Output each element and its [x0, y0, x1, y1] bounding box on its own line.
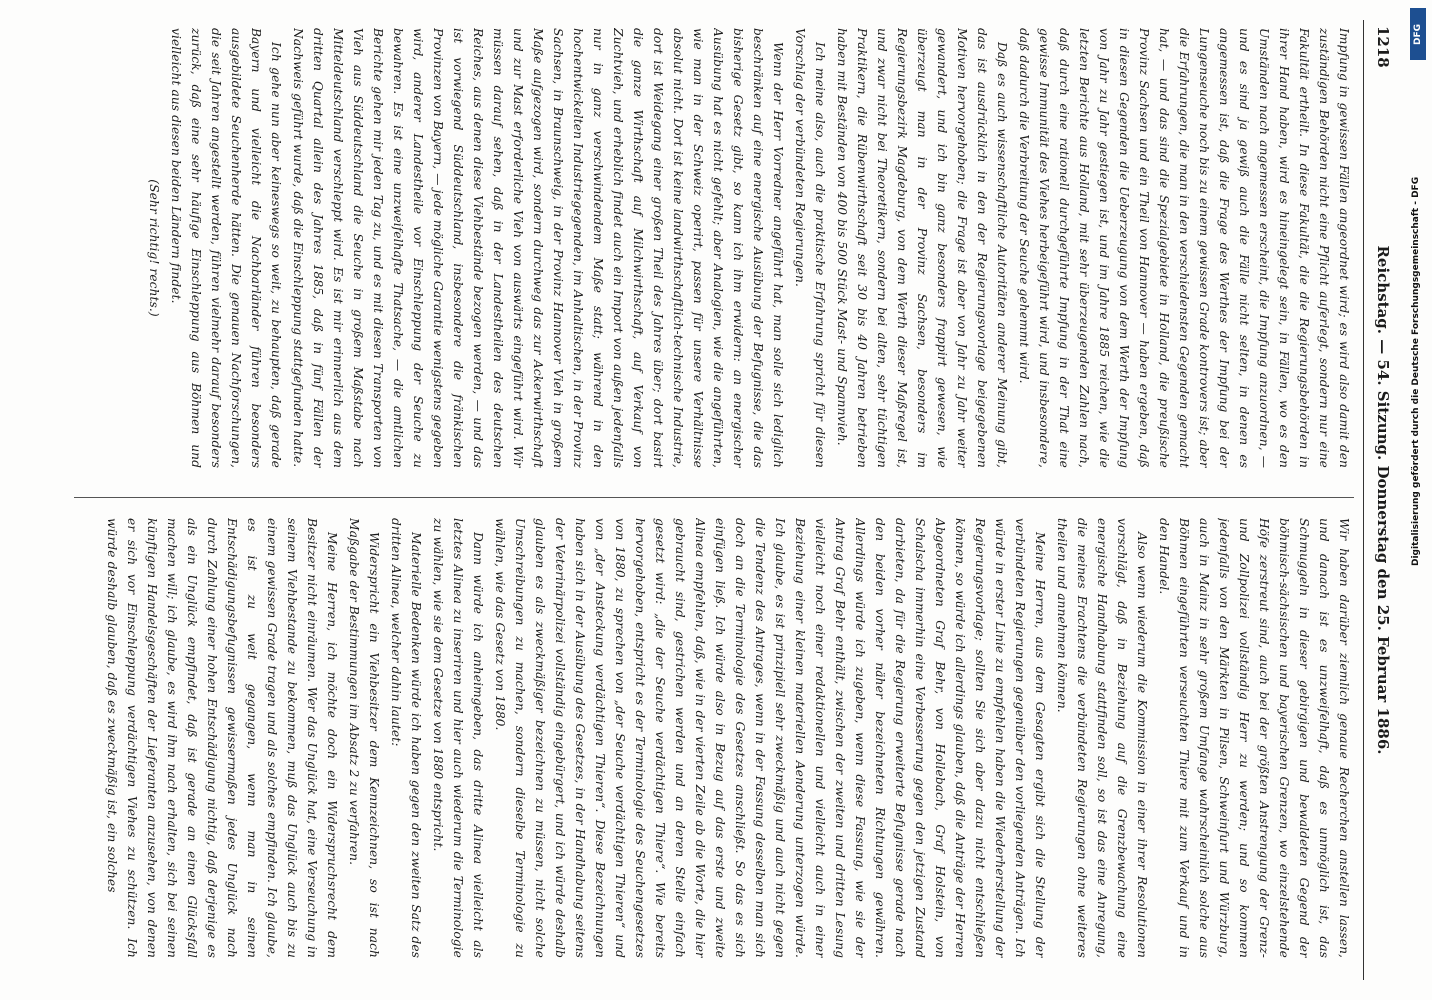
paragraph: Wenn der Herr Vorredner angeführt hat, man solle sich lediglich beschränken auf eine energische Ausübung der Befugnisse, die das bisherige Gesetz gibt, so kann ich ihm erwidern: an energischer Ausübung hat es nicht gefehlt; aber Analogien, wie die angeführten, wie man in der Schweiz operirt, passen für unsere Verhältnisse absolut nicht. Dort ist keine landwirthschaftlich-technische Industrie, dort ist Weidegang einer großen Theil des Jahres über; dort basirt die ganze Wirthschaft auf Milchwirthschaft, auf Verkauf von Zuchtvieh, und erheblich findet auch ein Import von außen jedenfalls nur in ganz verschwindendem Maße statt; während in den hochentwickelten Industriegegenden, im Anhaltischen, in der Provinz Sachsen, in Braunschweig, in der Provinz Hannover Vieh in großem Maße aufgezogen wird, sondern durchweg das zur Ackerwirthschaft und zur Mast erforderliche Vieh von auswärts eingeführt wird. Wir müssen darauf sehen, daß in der Landestheilen des deutschen Reiches, aus denen diese Viehbestände bezogen werden, — und das ist vorwiegend Süddeutschland, insbesondere die fränkischen Provinzen von Bayern, — jede mögliche Garantie wenigstens gegeben wird, anderer Landestheile vor Einschleppung der Seuche zu bewahren. Es ist eine unzweifelhafte Thatsache, — die amtlichen Berichte gehen mir jeden Tag zu, und es mit diesen Transporten von Vieh aus Süddeutschland die Seuche in großem Maßstabe nach Mitteldeutschland verschleppt wird. Es ist mir erinnerlich aus dem dritten Quartal allein des Jahres 1885, daß in fünf Fällen der Nachweis geführt wurde, daß die Einschleppung stattgefunden hatte.: [291, 28, 785, 468]
right-column: [64, 518, 1354, 958]
paragraph: Wir haben darüber ziemlich genaue Recherchen anstellen lassen, und danach ist es unzweifelhaft, daß es unmöglich ist, das Schmuggeln in dieser gebirgigen und bewaldeten Gegend der böhmisch-sächsischen und bayerischen Grenzen, wo einzelstehende Höfe zerstreut sind, auch bei der größten Anstrengung der Grenz- und Zollpolizei vollständig Herr zu werden; und so kommen jedenfalls von den Märkten in Pilsen, Schweinfurt und Würzburg, auch in Mainz in sehr großem Umfange wahrscheinlich solche aus Böhmen eingeführten verseuchten Thiere mit zum Verkauf und in den Handel.: [1157, 518, 1351, 958]
rotated-page-content: [40, 20, 1400, 980]
paragraph: Materielle Bedenken würde ich haben gegen den zweiten Satz des dritten Alinea, welcher dahin lautet:: [389, 518, 423, 958]
paragraph: Meine Herren, ich möchte doch ein Widerspruchsrecht dem Besitzer nicht einräumen. Wer das Unglück hat, eine Verseuchung in seinem Viehbestande zu bekommen, muß das Unglück auch bis zu einem gewissen Grade tragen und als solches empfinden. Ich glaube, es ist zu weit gegangen, wenn man in seinen Entschädigungsbefugnissen gewissermaßen jedes Unglück nach durch Zahlung einer hohen Entschädigung nichtig, daß derjenige es als ein Unglück empfindet, daß ist gerade an einen Glücksfall machen will; ich glaube, es wird ihm nach erhalten, sich bei seinen künftigen Handelsgeschäften der Lieferanten anzusehen, von denen er sich vor Einschleppung verdächtigen Viehes zu schützen. Ich würde deshalb glauben, daß es zweckmäßig ist, ein solches: [105, 518, 339, 958]
interjection: (Sehr richtig! rechts.): [147, 179, 161, 317]
dfg-logo: DFG: [1410, 8, 1426, 60]
page-title: Reichstag. — 54. Sitzung. Donnerstag den 25. Februar 1886.: [1374, 245, 1392, 755]
running-header: [1366, 20, 1400, 980]
dfg-funding-stamp: [1408, 8, 1428, 568]
paragraph: Daß es auch wissenschaftliche Autoritäten anderer Meinung gibt, das ist ausdrücklich in den der Regierungsvorlage beigegebenen Motiven hervorgehoben; die Frage ist aber von Jahr zu Jahr weiter gewandert, und ich bin ganz besonders frappirt gewesen, wie überzeugt man in der Provinz Sachsen, besonders im Regierungsbezirk Magdeburg, von dem Werth dieser Maßregel ist, und zwar nicht bei Theoretikern, sondern bei alten, sehr tüchtigen Praktikern, die Rübenwirthschaft seit 30 bis 40 Jahren betrieben haben mit Beständen von 400 bis 500 Stück Mast- und Spannvieh.: [835, 28, 1009, 468]
paragraph: Dann würde ich anheimgeben, das dritte Alinea vielleicht als letztes Alinea zu inseriren und hier auch wiederum die Terminologie zu wählen, wie sie dem Gesetze von 1880 entspricht.: [431, 518, 485, 958]
dfg-funding-note: Digitalisierung gefördert durch die Deutsche Forschungsgemeinschaft - DFG: [1411, 176, 1421, 566]
paragraph: Ich meine also, auch die praktische Erfahrung spricht für diesen Vorschlag der verbündeten Regierungen.: [793, 28, 827, 468]
paragraph: Meine Herren, aus dem Gesagten ergibt sich die Stellung der verbündeten Regierungen gegenüber den vorliegenden Anträgen. Ich würde in erster Linie zu empfehlen haben die Wiederherstellung der Regierungsvorlage; sollten Sie sich aber dazu nicht entschließen können, so würde ich allerdings glauben, daß die Anträge der Herren Abgeordneten Graf Behr, von Hollebach, Graf Holstein, von Schalscha immerhin eine Verbesserung gegen den jetzigen Zustand darbieten, da für die Regierung erweiterte Befugnisse gerade nach den beiden vorher näher bezeichneten Richtungen gewähren. Allerdings würde ich zugeben, wenn diese Fassung, wie sie der Antrag Graf Behr enthält, zwischen der zweiten und dritten Lesung vielleicht noch einer redaktionellen und vielleicht auch in einer Beziehung einer kleinen materiellen Aenderung unterzogen würde. Ich glaube, es ist prinzipiell sehr zweckmäßig und auch nicht gegen die Tendenz des Antrages, wenn in der Fassung desselben man sich doch an die Terminologie des Gesetzes anschließt. So das es sich einfügen ließ. Ich würde also in Bezug auf das erste und zweite Alinea empfehlen, daß, wie in der vierten Zeile ab die Worte, die hier gebraucht sind, gestrichen werden und an deren Stelle einfach gesetzt wird: „die der Seuche verdächtigen Thiere“. Wie bereits hervorgehoben, entspricht es der Terminologie des Seuchengesetzes von 1880, zu sprechen von „der Seuche verdächtigen Thieren“ und von „der Ansteckung verdächtigen Thieren“. Diese Bezeichnungen haben sich in der Ausübung des Gesetzes, in der Handhabung seitens der Veterinärpolizei vollständig eingebürgert, und ich würde deshalb glauben es als zweckmäßiger bezeichnen zu müssen, nicht solche Umschreibungen zu machen, sondern dieselbe Terminologie zu wählen, wie das Gesetz von 1880.: [493, 518, 1047, 958]
left-column: [64, 28, 1354, 468]
quoted-clause: Widerspricht ein Viehbesitzer dem Kennzeichnen, so ist nach Maßgabe der Bestimmungen im Absatz 2 zu verfahren.: [347, 518, 381, 958]
header-rule: [1363, 20, 1364, 980]
page-number: 1218: [1374, 26, 1392, 68]
paragraph: Impfung in gewissen Fällen angeordnet wird; es wird also damit den zuständigen Behörden nicht eine Pflicht auferlegt, sondern nur eine Fakultät ertheilt. In diese Fakultät, die die Regierungsbehörden in ihrer Hand haben, wird es hineingelegt sein, in Fällen, wo es den Umständen nach angemessen erscheint, die Impfung anzuordnen, — und es sind ja gewiß auch die Fälle nicht selten, in denen es angemessen ist, daß die Frage des Werthes der Impfung bei der Lungenseuche noch bis zu einem gewissen Grade kontrovers ist; aber die Erfahrungen, die man in den verschiedensten Gegenden gemacht hat, — und das sind die Spezialgebiete in Holland, die preußische Provinz Sachsen und ein Theil von Hannover — haben ergeben, daß in diesen Gegenden die Ueberzeugung von dem Werth der Impfung von Jahr zu Jahr gestiegen ist, und im Jahre 1885 reichen, wie die letzten Berichte aus Holland, mit sehr überzeugenden Zahlen nach, daß durch eine rationell durchgeführte Impfung in der That eine gewisse Immunität des Viehes herbeigeführt wird, und insbesondere, daß dadurch die Verbreitung der Seuche gehemmt wird.: [1017, 28, 1351, 468]
paragraph: Also wenn wiederum die Kommission in einer ihrer Resolutionen vorschlägt, daß in Beziehung auf die Grenzbewachung eine energische Handhabung stattfinden soll, so ist das eine Anregung, die meines Erachtens die verbündeten Regierungen ohne weiteres theilen und annehmen können.: [1055, 518, 1149, 958]
paragraph: Ich gehe nun aber keineswegs so weit, zu behaupten, daß gerade Bayern und vielleicht die Nachbarländer führen besonders ausgebildete Seuchenherde hätten. Die genauen Nachforschungen, die seit Jahren angestellt werden, führen vielmehr darauf besonders zurück, daß eine sehr häufige Einschleppung aus Böhmen und vielleicht aus diesen beiden Ländern findet.: [169, 28, 283, 468]
column-divider: [74, 497, 1354, 498]
